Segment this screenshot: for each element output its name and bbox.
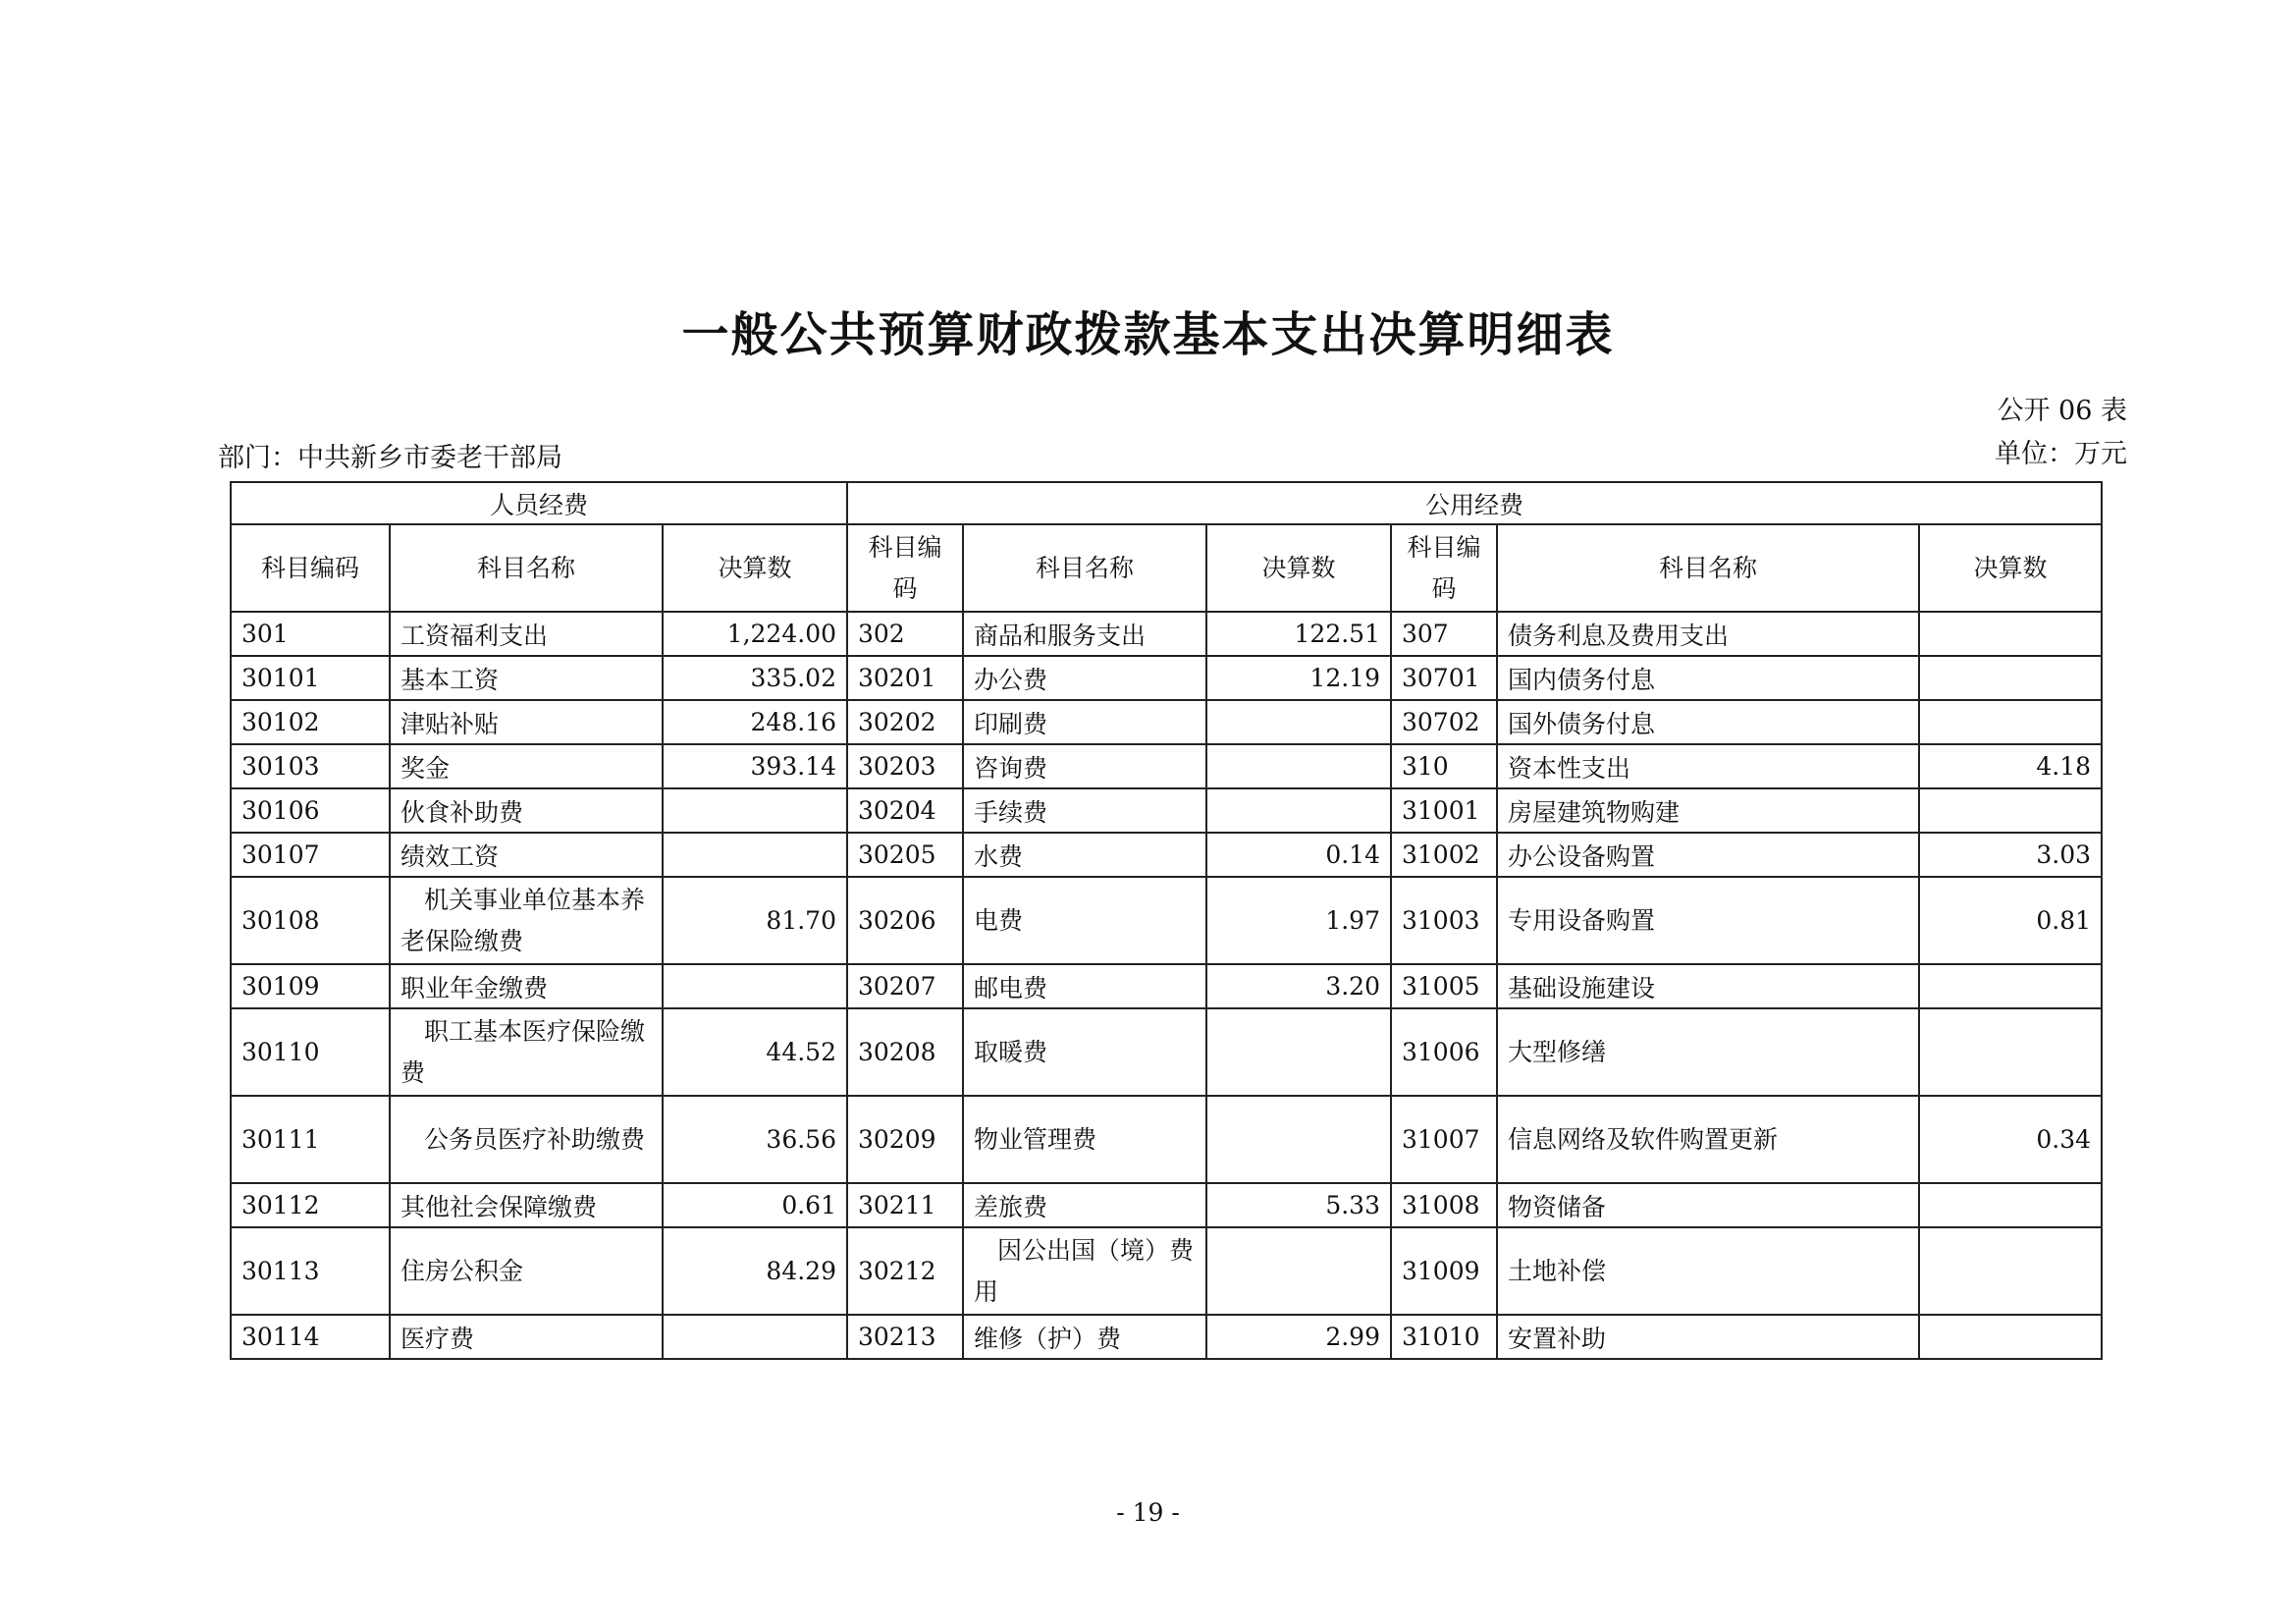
name-cell — [390, 1096, 663, 1183]
name-cell: 大型修缮 — [1497, 1008, 1919, 1096]
code-cell: 30106 — [231, 788, 390, 833]
name-cell: 土地补偿 — [1497, 1227, 1919, 1315]
table-row — [231, 1227, 2102, 1315]
table-row — [231, 656, 2102, 700]
amount-cell — [1919, 612, 2102, 656]
code-cell: 30212 — [847, 1227, 963, 1315]
amount-cell — [1919, 788, 2102, 833]
code-cell: 31002 — [1391, 833, 1497, 877]
code-cell: 30103 — [231, 744, 390, 788]
code-cell: 31009 — [1391, 1227, 1497, 1315]
table-number: 公开 06 表 — [1997, 396, 2127, 426]
header-code-3-line2: 码 — [1431, 573, 1457, 603]
code-cell: 31003 — [1391, 877, 1497, 964]
amount-cell — [1206, 1096, 1391, 1183]
table-row — [231, 877, 2102, 964]
name-cell: 办公设备购置 — [1497, 833, 1919, 877]
code-cell: 30114 — [231, 1315, 390, 1359]
header-amount-2: 决算数 — [1206, 524, 1391, 612]
code-cell: 30109 — [231, 964, 390, 1008]
code-cell: 31001 — [1391, 788, 1497, 833]
amount-cell: 122.51 — [1206, 612, 1391, 656]
code-cell: 30207 — [847, 964, 963, 1008]
code-cell: 30204 — [847, 788, 963, 833]
amount-cell — [663, 788, 847, 833]
page-number: - 19 - — [1116, 1498, 1180, 1527]
header-code-2 — [847, 524, 963, 612]
name-cell: 专用设备购置 — [1497, 877, 1919, 964]
name-cell: 津贴补贴 — [390, 700, 663, 744]
name-cell: 国内债务付息 — [1497, 656, 1919, 700]
amount-cell: 81.70 — [663, 877, 847, 964]
code-cell: 31010 — [1391, 1315, 1497, 1359]
code-cell: 30108 — [231, 877, 390, 964]
table-row — [231, 744, 2102, 788]
amount-cell: 0.81 — [1919, 877, 2102, 964]
name-cell: 电费 — [963, 877, 1206, 964]
amount-cell — [1919, 1008, 2102, 1096]
name-cell: 伙食补助费 — [390, 788, 663, 833]
name-cell: 维修（护）费 — [963, 1315, 1206, 1359]
amount-cell — [1206, 1227, 1391, 1315]
budget-table — [230, 481, 2103, 1360]
header-amount-1: 决算数 — [663, 524, 847, 612]
amount-cell: 44.52 — [663, 1008, 847, 1096]
unit-label: 单位：万元 — [1995, 439, 2127, 469]
amount-cell: 3.20 — [1206, 964, 1391, 1008]
name-cell-text: 因公出国（境）费用 — [974, 1235, 1195, 1306]
header-code-2-line1: 科目编 — [868, 532, 942, 562]
amount-cell: 0.34 — [1919, 1096, 2102, 1183]
code-cell: 301 — [231, 612, 390, 656]
amount-cell: 1.97 — [1206, 877, 1391, 964]
header-code-3 — [1391, 524, 1497, 612]
amount-cell: 3.03 — [1919, 833, 2102, 877]
table-row — [231, 964, 2102, 1008]
header-code-1: 科目编码 — [231, 524, 390, 612]
name-cell: 工资福利支出 — [390, 612, 663, 656]
amount-cell — [663, 833, 847, 877]
code-cell: 30112 — [231, 1183, 390, 1227]
amount-cell: 248.16 — [663, 700, 847, 744]
amount-cell: 393.14 — [663, 744, 847, 788]
code-cell: 30209 — [847, 1096, 963, 1183]
code-cell: 310 — [1391, 744, 1497, 788]
name-cell: 咨询费 — [963, 744, 1206, 788]
code-cell: 30111 — [231, 1096, 390, 1183]
table-row — [231, 788, 2102, 833]
code-cell: 30110 — [231, 1008, 390, 1096]
column-header-row — [231, 524, 2102, 612]
amount-cell: 0.61 — [663, 1183, 847, 1227]
code-cell: 30208 — [847, 1008, 963, 1096]
name-cell: 物业管理费 — [963, 1096, 1206, 1183]
table-row — [231, 612, 2102, 656]
code-cell: 30702 — [1391, 700, 1497, 744]
name-cell: 水费 — [963, 833, 1206, 877]
name-cell: 医疗费 — [390, 1315, 663, 1359]
group-personnel: 人员经费 — [231, 482, 847, 524]
name-cell: 手续费 — [963, 788, 1206, 833]
name-cell: 办公费 — [963, 656, 1206, 700]
name-cell: 印刷费 — [963, 700, 1206, 744]
amount-cell: 5.33 — [1206, 1183, 1391, 1227]
name-cell: 资本性支出 — [1497, 744, 1919, 788]
name-cell-text: 机关事业单位基本养老保险缴费 — [400, 885, 646, 955]
table-row — [231, 1096, 2102, 1183]
name-cell: 信息网络及软件购置更新 — [1497, 1096, 1919, 1183]
code-cell: 30107 — [231, 833, 390, 877]
amount-cell — [663, 964, 847, 1008]
name-cell: 安置补助 — [1497, 1315, 1919, 1359]
amount-cell — [1919, 656, 2102, 700]
code-cell: 30206 — [847, 877, 963, 964]
name-cell: 物资储备 — [1497, 1183, 1919, 1227]
amount-cell — [1919, 1183, 2102, 1227]
header-name-1: 科目名称 — [390, 524, 663, 612]
name-cell: 取暖费 — [963, 1008, 1206, 1096]
code-cell: 31008 — [1391, 1183, 1497, 1227]
name-cell: 基础设施建设 — [1497, 964, 1919, 1008]
amount-cell — [1206, 744, 1391, 788]
amount-cell: 84.29 — [663, 1227, 847, 1315]
name-cell: 职业年金缴费 — [390, 964, 663, 1008]
name-cell: 住房公积金 — [390, 1227, 663, 1315]
table-row — [231, 1315, 2102, 1359]
name-cell — [390, 877, 663, 964]
name-cell-text: 职工基本医疗保险缴费 — [400, 1016, 646, 1087]
header-code-2-line2: 码 — [892, 573, 918, 603]
department-label: 部门：中共新乡市委老干部局 — [218, 443, 562, 473]
name-cell: 国外债务付息 — [1497, 700, 1919, 744]
code-cell: 30201 — [847, 656, 963, 700]
amount-cell — [1206, 1008, 1391, 1096]
code-cell: 30205 — [847, 833, 963, 877]
amount-cell: 2.99 — [1206, 1315, 1391, 1359]
table-row — [231, 1008, 2102, 1096]
table-row — [231, 833, 2102, 877]
header-name-2: 科目名称 — [963, 524, 1206, 612]
code-cell: 30101 — [231, 656, 390, 700]
amount-cell — [663, 1315, 847, 1359]
amount-cell: 0.14 — [1206, 833, 1391, 877]
table-row — [231, 700, 2102, 744]
name-cell — [963, 1227, 1206, 1315]
amount-cell — [1206, 788, 1391, 833]
code-cell: 30211 — [847, 1183, 963, 1227]
code-cell: 302 — [847, 612, 963, 656]
amount-cell — [1919, 1227, 2102, 1315]
amount-cell: 1,224.00 — [663, 612, 847, 656]
page-title: 一般公共预算财政拨款基本支出决算明细表 — [681, 307, 1615, 362]
header-amount-3: 决算数 — [1919, 524, 2102, 612]
group-public: 公用经费 — [847, 482, 2102, 524]
header-name-3: 科目名称 — [1497, 524, 1919, 612]
name-cell: 商品和服务支出 — [963, 612, 1206, 656]
code-cell: 30213 — [847, 1315, 963, 1359]
code-cell: 30203 — [847, 744, 963, 788]
name-cell: 房屋建筑物购建 — [1497, 788, 1919, 833]
name-cell: 邮电费 — [963, 964, 1206, 1008]
amount-cell — [1919, 700, 2102, 744]
name-cell: 绩效工资 — [390, 833, 663, 877]
amount-cell: 12.19 — [1206, 656, 1391, 700]
code-cell: 307 — [1391, 612, 1497, 656]
name-cell: 债务利息及费用支出 — [1497, 612, 1919, 656]
amount-cell: 335.02 — [663, 656, 847, 700]
code-cell: 30102 — [231, 700, 390, 744]
code-cell: 31005 — [1391, 964, 1497, 1008]
amount-cell — [1206, 700, 1391, 744]
name-cell: 基本工资 — [390, 656, 663, 700]
name-cell: 差旅费 — [963, 1183, 1206, 1227]
code-cell: 30701 — [1391, 656, 1497, 700]
header-code-3-line1: 科目编 — [1407, 532, 1481, 562]
amount-cell — [1919, 964, 2102, 1008]
code-cell: 31006 — [1391, 1008, 1497, 1096]
group-header-row — [231, 482, 2102, 524]
amount-cell: 4.18 — [1919, 744, 2102, 788]
name-cell: 奖金 — [390, 744, 663, 788]
code-cell: 31007 — [1391, 1096, 1497, 1183]
amount-cell: 36.56 — [663, 1096, 847, 1183]
amount-cell — [1919, 1315, 2102, 1359]
name-cell-text: 公务员医疗补助缴费 — [424, 1124, 646, 1154]
name-cell — [390, 1008, 663, 1096]
table-row — [231, 1183, 2102, 1227]
code-cell: 30113 — [231, 1227, 390, 1315]
code-cell: 30202 — [847, 700, 963, 744]
name-cell: 其他社会保障缴费 — [390, 1183, 663, 1227]
